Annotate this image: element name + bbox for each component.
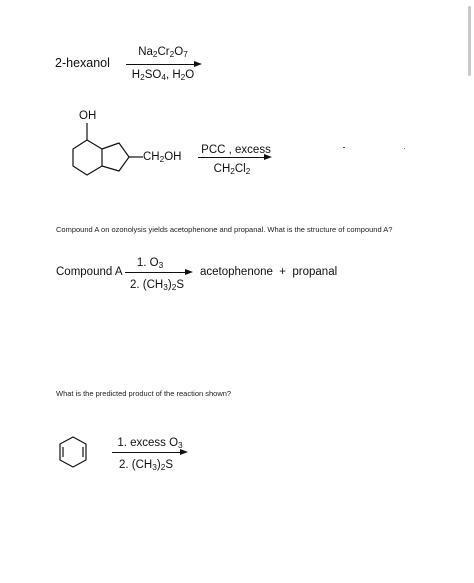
ch2oh-label: $CH_2OH$ [143,151,182,165]
question-compound-a: Compound A on ozonolysis yields acetophenone and propanal. What is the structure of compound A? [56,225,393,234]
reagent-pcc: PCC , excess [201,144,271,156]
products-acetophenone-propanal: acetophenone + propanal [200,266,338,278]
question-predicted-product: What is the predicted product of the reaction shown? [56,389,232,398]
hydroxyl-label: OH [79,110,97,122]
reagent-dimethyl-sulfide-2: 2. $(CH_3)_2S$ [119,459,173,473]
reagent-ozone: 1. $O_3$ [136,257,164,271]
reaction-arrow-4 [112,452,182,453]
reagent-sulfuric-acid-water: $H_2SO_4$, $H_2O$ [131,69,195,83]
arrowhead-icon [180,449,188,455]
reagent-dimethyl-sulfide: 2. $(CH_3)_2S$ [130,279,184,293]
reagent-dichloromethane: $CH_2Cl_2$ [213,163,251,177]
reagent-excess-ozone: 1. excess $O_3$ [117,437,183,451]
reagent-dichromate: $Na_2Cr_2O_7$ [138,46,188,60]
reactant-compound-a: Compound A [56,266,123,278]
reactant-2-hexanol: 2-hexanol [55,56,110,70]
